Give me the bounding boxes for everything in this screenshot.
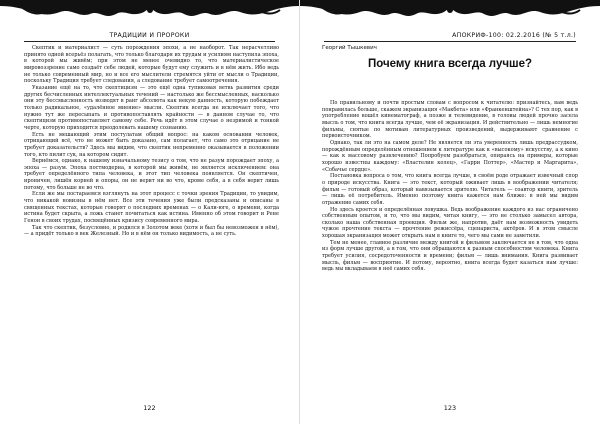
article-author: Георгий Тышкевич xyxy=(322,45,377,51)
paragraph: По правильному и почти простым словам с вопросом к читателю: признайтесь, вам ведь понравилась больше, скажем экранизация «Макбета» или «Франкенштейна»? С тех пор, как в употребление вошёл кинематограф, а позже и телевидение, в головы людей прочно засела мысль о том, что книга всегда лучше, чем её экранизация. И действительно — лишь немногие фильмы, снятые по мотивам литературных произведений, выдерживают сравнение с первоисточником. xyxy=(322,100,578,140)
paragraph: Тем не менее, главное различие между книгой и фильмом заключается не в том, что одна из форм лучше другой, а в том, что они обращаются к разным способностям человека. Книга требует усилия, сосредоточенности и времени; фильм — лишь внимания. Книга развивает мысль, фильм — восприятие. И потому, вероятно, книга всегда будет казаться нам лучше: ведь мы вкладываем в неё самих себя. xyxy=(322,239,578,273)
paragraph: Есть не мешающий этим постулатам общий вопрос: на каком основании человек, отрицающий всё, что не может быть доказано, сам полагает, что само это отрицание не требует доказательств? Здесь мы видим, что скептик непременно оказывается в положении того, кто пилит сук, на котором сидит. xyxy=(24,131,279,158)
page-number-right: 123 xyxy=(443,404,457,412)
paragraph: Постановка вопроса о том, что книга всегда лучше, в своём роде отражает извечный спор о природе искусства. Книга — это текст, который оживает лишь в воображении читателя; фильм — готовый образ, который навязывается зрителю. Читатель — соавтор книги, зритель — лишь её потребитель. Именно поэтому книга кажется нам ближе: в ней мы видим отражение самих себя. xyxy=(322,173,578,206)
paragraph: Указание ещё на то, что скептицизм — это ещё одна тупиковая ветвь развития среди других бесчисленных интеллектуальных течений — настолько же бессмысленных, насколько они эту бессмысленность возводят в ранг абсолюта как некую данность, которую побеждает только радикальное, «удалённое мнение» мысли. Скептик всегда не исключает того, что нужно тут же пересыпать и противопоставлять крайности — в данном случае то, что скептицизм противопоставляет самому себе. Речь идёт в этом случае о незримой и тонкой черте, которую приходится преодолевать нашему сознанию. xyxy=(24,84,279,131)
paragraph: Так что скептик, безусловно, и родился в Золотом веке (хотя и был бы невозможен в нём), — а придёт только в век Железный. Но и в нём он только видимость, а не суть. xyxy=(24,224,279,238)
article-title: Почему книга всегда лучше? xyxy=(367,58,533,70)
paragraph: Однако, так ли это на самом деле? Не является ли эта уверенность лишь предрассудком, порождённым определённым отношением к литературе как к «высокому» искусству, а к кино — как к массовому развлечению? Попробуем разобраться, опираясь на примеры, которые хорошо известны каждому: «Властелин колец», «Гарри Поттер», «Мастер и Маргарита», «Собачье сердце». xyxy=(322,139,578,173)
paragraph: Скептик и материалист — суть порождения эпохи, а не наоборот. Так нерасчетливо принято одной всерьёз полагать, что только благодаря их трудам и усилиям наступила эпоха, в которой мы живём; при этом не менее очевидно то, что материалистическое мировоззрение само создаёт себе людей, которые будут ему служить и в нём жить. Ибо ведь не только современный мир, но и все его мыслители стремятся уйти от мысли о Традиции, поскольку Традиция требует следования, а следование требует самоотречения. xyxy=(24,45,279,85)
paragraph: Но здесь кроется и определённая ловушка. Ведь воображение каждого из нас ограничено собственным опытом, и то, что мы видим, читая книгу, — это не столько замысел автора, сколько наша собственная проекция. Фильм же, напротив, даёт нам возможность увидеть чужое прочтение текста — прочтение режиссёра, сценариста, актёров. И в этом смысле хорошая экранизация может открыть нам в книге то, чего мы сами не заметили. xyxy=(322,206,578,240)
ornament-top-right xyxy=(300,0,600,22)
ornament-top-left xyxy=(0,0,300,22)
running-head-right: АПОКРИФ-100: 02.2.2016 (№ 5 т.л.) xyxy=(324,32,576,42)
page-number-left: 122 xyxy=(143,404,156,412)
right-body-text xyxy=(322,100,578,273)
right-page xyxy=(300,0,600,424)
paragraph: Если же мы постараемся взглянуть на этот процесс с точки зрения Традиции, то увидим, что никакой новизны в нём нет. Все эти течения уже были предсказаны и описаны в священных текстах, которые говорят о последних временах — о Кали-юге, о времени, когда истина будет скрыта, а ложь станет почитаться как истина. Именно об этом говорит и Рене Генон в своих трудах, посвящённых кризису современного мира. xyxy=(24,191,279,225)
left-body-text xyxy=(24,45,279,238)
paragraph: Вернёмся, однако, к нашему изначальному тезису о том, что не разум порождает эпоху, а эпоха — разум. Эпоха постмодерна, в которой мы живём, не является исключением: она требует определённого типа человека, и этот тип человека появляется. Он скептичен, ироничен, лишён корней и опоры, он не верит ни во что, кроме себя, а в себя верит лишь потому, что больше не во что. xyxy=(24,158,279,191)
running-head-left: ТРАДИЦИИ И ПРОРОКИ xyxy=(24,32,275,42)
